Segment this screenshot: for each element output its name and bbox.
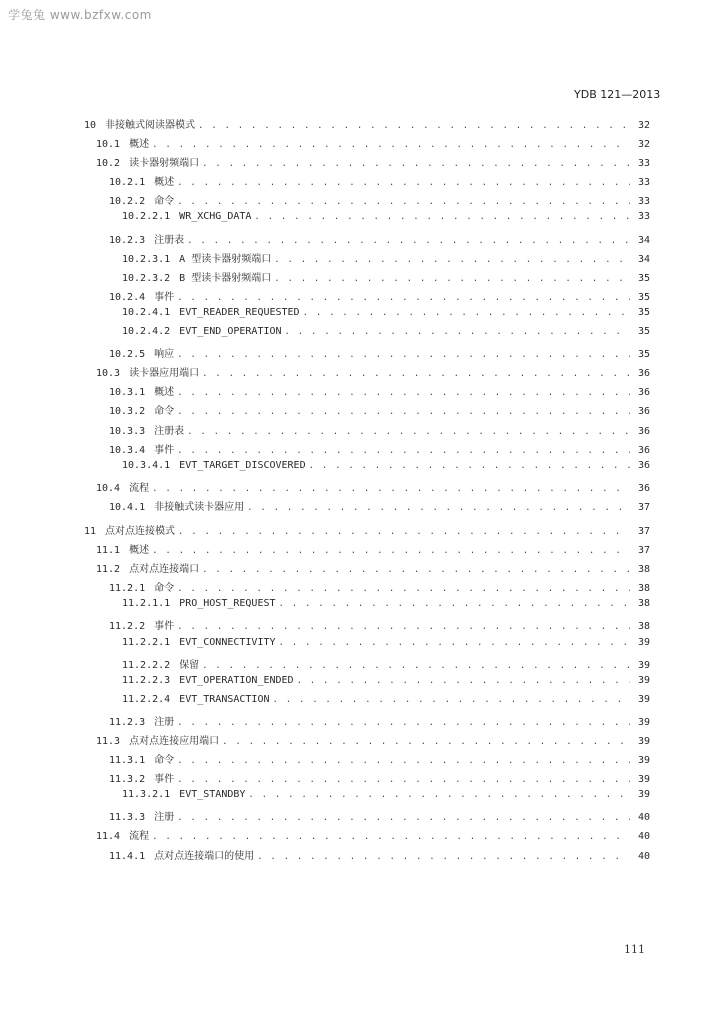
- toc-entry[interactable]: [84, 269, 650, 288]
- toc-entry-page: 32: [637, 120, 650, 131]
- toc-entry-page: 38: [637, 598, 650, 610]
- toc-dot-leader: [177, 293, 630, 303]
- toc-dot-leader: [177, 388, 630, 398]
- toc-entry[interactable]: [84, 675, 650, 694]
- toc-entry-number: 11.2.2: [109, 621, 146, 633]
- toc-entry-title: 事件: [154, 291, 175, 303]
- toc-entry-title: 流程: [129, 482, 150, 494]
- toc-entry[interactable]: [84, 560, 650, 579]
- toc-entry-page: 37: [637, 501, 650, 513]
- toc-dot-leader: [177, 813, 630, 823]
- toc-entry-number: 11.2.1: [109, 583, 146, 595]
- toc-entry-number: 11.2.2.3: [122, 674, 171, 686]
- toc-entry-number: 10.2.4.2: [122, 326, 171, 338]
- toc-entry-page: 39: [637, 636, 650, 648]
- toc-dot-leader: [279, 638, 631, 648]
- toc-dot-leader: [152, 140, 630, 150]
- toc-dot-leader: [198, 121, 630, 131]
- toc-entry[interactable]: [84, 732, 650, 751]
- toc-entry[interactable]: [84, 250, 650, 269]
- toc-dot-leader: [178, 527, 630, 537]
- toc-entry-number: 10.3.4: [109, 444, 146, 456]
- toc-entry-number: 10.2.2: [109, 196, 146, 208]
- toc-dot-leader: [202, 369, 630, 379]
- standard-code-header: YDB 121—2013: [574, 88, 661, 101]
- toc-entry-number: 10.4.1: [109, 501, 146, 513]
- toc-dot-leader: [152, 546, 630, 556]
- toc-entry-page: 38: [637, 621, 650, 633]
- toc-entry-page: 36: [637, 368, 650, 380]
- toc-entry-page: 33: [637, 158, 650, 170]
- toc-entry-title: EVT_END_OPERATION: [179, 326, 282, 338]
- toc-entry-number: 11.2.2.2: [122, 659, 171, 671]
- toc-entry[interactable]: [84, 827, 650, 846]
- toc-dot-leader: [177, 756, 630, 766]
- toc-dot-leader: [177, 622, 630, 632]
- toc-entry-number: 10.4: [96, 482, 121, 494]
- toc-entry-title: 命令: [154, 583, 175, 595]
- toc-entry-number: 11.2.2.1: [122, 636, 171, 648]
- toc-dot-leader: [274, 274, 630, 284]
- toc-dot-leader: [247, 503, 630, 513]
- toc-entry-number: 10.2.4.1: [122, 306, 171, 318]
- toc-dot-leader: [248, 790, 630, 800]
- toc-entry-page: 40: [637, 850, 650, 862]
- toc-entry[interactable]: [84, 326, 650, 345]
- toc-entry-number: 10.2.2.1: [122, 211, 171, 223]
- toc-entry-title: 响应: [154, 349, 175, 361]
- toc-dot-leader: [177, 197, 630, 207]
- toc-dot-leader: [285, 327, 630, 337]
- toc-entry[interactable]: [84, 751, 650, 770]
- toc-entry-number: 11.3.3: [109, 812, 146, 824]
- toc-entry-title: EVT_TARGET_DISCOVERED: [179, 459, 306, 471]
- toc-entry-title: 读卡器射频端口: [129, 158, 200, 170]
- toc-entry[interactable]: [84, 364, 650, 383]
- toc-entry-title: 点对点连接应用端口: [129, 736, 220, 747]
- toc-entry[interactable]: [84, 847, 650, 866]
- toc-entry-number: 10.2: [96, 158, 121, 170]
- toc-dot-leader: [272, 695, 630, 705]
- toc-entry-page: 33: [637, 196, 650, 208]
- toc-entry-number: 10.2.4: [109, 291, 146, 303]
- toc-entry-number: 11.3.1: [109, 755, 146, 767]
- toc-entry-number: 10.2.3.2: [122, 272, 171, 284]
- toc-entry-number: 10.2.3: [109, 234, 146, 246]
- toc-entry-title: 读卡器应用端口: [129, 368, 200, 380]
- toc-entry[interactable]: [84, 579, 650, 598]
- toc-entry[interactable]: [84, 656, 650, 675]
- toc-dot-leader: [177, 178, 630, 188]
- toc-entry-page: 36: [637, 387, 650, 399]
- toc-dot-leader: [187, 427, 630, 437]
- toc-entry-page: 39: [637, 674, 650, 686]
- toc-dot-leader: [254, 212, 630, 222]
- toc-entry[interactable]: [84, 479, 650, 498]
- toc-entry-title: 概述: [154, 387, 175, 399]
- toc-dot-leader: [177, 718, 630, 728]
- toc-dot-leader: [152, 832, 630, 842]
- toc-entry[interactable]: [84, 441, 650, 460]
- toc-entry-title: 命令: [154, 406, 175, 418]
- toc-entry-number: 11.4.1: [109, 850, 146, 862]
- toc-entry-title: PRO_HOST_REQUEST: [179, 598, 276, 610]
- toc-dot-leader: [202, 159, 630, 169]
- toc-entry-page: 35: [637, 272, 650, 284]
- toc-entry-page: 33: [637, 211, 650, 223]
- toc-dot-leader: [187, 236, 630, 246]
- toc-entry[interactable]: [84, 135, 650, 154]
- toc-entry-title: 命令: [154, 755, 175, 767]
- toc-entry[interactable]: [84, 345, 650, 364]
- toc-entry-number: 11.3: [96, 736, 121, 747]
- toc-entry[interactable]: [84, 154, 650, 173]
- toc-entry-page: 36: [637, 482, 650, 494]
- toc-entry[interactable]: [84, 116, 650, 135]
- toc-entry[interactable]: [84, 694, 650, 713]
- toc-entry-page: 35: [637, 349, 650, 361]
- toc-entry-page: 35: [637, 306, 650, 318]
- toc-entry-title: 点对点连接端口: [129, 564, 200, 576]
- toc-entry[interactable]: [84, 713, 650, 732]
- toc-entry-title: 事件: [154, 621, 175, 633]
- toc-entry-title: 点对点连接端口的使用: [154, 850, 255, 862]
- toc-dot-leader: [279, 599, 631, 609]
- toc-entry-page: 39: [637, 736, 650, 747]
- toc-entry[interactable]: [84, 422, 650, 441]
- toc-entry[interactable]: [84, 402, 650, 421]
- toc-entry-page: 39: [637, 659, 650, 671]
- toc-entry[interactable]: [84, 173, 650, 192]
- toc-dot-leader: [202, 565, 630, 575]
- toc-entry-title: 概述: [154, 177, 175, 189]
- toc-entry-title: 命令: [154, 196, 175, 208]
- toc-entry[interactable]: [84, 288, 650, 307]
- toc-entry-number: 10.1: [96, 139, 121, 151]
- toc-dot-leader: [177, 407, 630, 417]
- toc-entry[interactable]: [84, 211, 650, 230]
- toc-entry-title: 注册表: [154, 234, 185, 246]
- watermark-text: 学兔兔 www.bzfxw.com: [8, 8, 152, 22]
- toc-entry[interactable]: [84, 498, 650, 517]
- toc-entry-page: 35: [637, 326, 650, 338]
- toc-dot-leader: [177, 584, 630, 594]
- toc-entry-page: 33: [637, 177, 650, 189]
- toc-entry[interactable]: [84, 808, 650, 827]
- toc-entry-number: 11.4: [96, 831, 121, 843]
- toc-entry-page: 35: [637, 291, 650, 303]
- toc-entry-number: 10.2.3.1: [122, 253, 171, 265]
- toc-entry-title: 注册: [154, 716, 175, 728]
- toc-entry-page: 36: [637, 444, 650, 456]
- toc-entry-page: 37: [637, 525, 650, 537]
- toc-entry-number: 11.2: [96, 564, 121, 576]
- toc-entry[interactable]: [84, 192, 650, 211]
- toc-dot-leader: [177, 775, 630, 785]
- toc-entry-number: 10.3.3: [109, 425, 146, 437]
- toc-dot-leader: [177, 446, 630, 456]
- toc-entry-page: 36: [637, 425, 650, 437]
- toc-entry-number: 11.2.1.1: [122, 598, 171, 610]
- toc-entry-number: 10.3.4.1: [122, 459, 171, 471]
- toc-entry-page: 39: [637, 693, 650, 705]
- toc-entry[interactable]: [84, 770, 650, 789]
- toc-entry-title: 注册: [154, 812, 175, 824]
- toc-entry-title: EVT_CONNECTIVITY: [179, 636, 276, 648]
- toc-entry-number: 10.2.1: [109, 177, 146, 189]
- table-of-contents: [84, 116, 650, 866]
- toc-entry-number: 10.2.5: [109, 349, 146, 361]
- toc-entry-title: 概述: [129, 139, 150, 151]
- toc-entry-page: 34: [637, 253, 650, 265]
- toc-entry[interactable]: [84, 789, 650, 808]
- toc-dot-leader: [257, 852, 630, 862]
- toc-entry-number: 10.3: [96, 368, 121, 380]
- toc-dot-leader: [274, 255, 630, 265]
- toc-entry-page: 39: [637, 789, 650, 801]
- toc-entry-page: 37: [637, 545, 650, 557]
- toc-entry[interactable]: [84, 541, 650, 560]
- toc-dot-leader: [309, 461, 630, 471]
- toc-entry-number: 11.2.3: [109, 716, 146, 728]
- toc-entry[interactable]: [84, 522, 650, 541]
- toc-entry[interactable]: [84, 307, 650, 326]
- toc-entry-title: 非接触式读卡器应用: [154, 501, 245, 513]
- toc-entry-number: 10.3.1: [109, 387, 146, 399]
- toc-entry-page: 39: [637, 755, 650, 767]
- toc-entry-page: 39: [637, 774, 650, 786]
- toc-entry-title: 事件: [154, 774, 175, 786]
- toc-entry-page: 39: [637, 716, 650, 728]
- toc-entry-number: 11.3.2.1: [122, 789, 171, 801]
- toc-entry-title: EVT_STANDBY: [179, 789, 246, 801]
- toc-entry-page: 38: [637, 583, 650, 595]
- toc-entry[interactable]: [84, 383, 650, 402]
- toc-entry[interactable]: [84, 231, 650, 250]
- toc-entry-title: A 型读卡器射频端口: [179, 253, 272, 265]
- toc-dot-leader: [177, 350, 630, 360]
- toc-entry[interactable]: [84, 460, 650, 479]
- toc-entry-title: 保留: [179, 659, 200, 671]
- toc-entry-page: 36: [637, 406, 650, 418]
- toc-entry-title: 事件: [154, 444, 175, 456]
- toc-entry-title: 概述: [129, 545, 150, 557]
- toc-entry-title: WR_XCHG_DATA: [179, 211, 252, 223]
- toc-entry-title: 点对点连接模式: [105, 525, 176, 537]
- toc-dot-leader: [303, 308, 630, 318]
- toc-entry-title: 非接触式阅读器模式: [105, 120, 196, 131]
- toc-entry-number: 11.2.2.4: [122, 693, 171, 705]
- toc-entry-number: 11.1: [96, 545, 121, 557]
- toc-entry-number: 11: [84, 525, 97, 537]
- toc-entry-page: 38: [637, 564, 650, 576]
- toc-dot-leader: [222, 737, 630, 747]
- toc-entry[interactable]: [84, 617, 650, 636]
- toc-dot-leader: [297, 676, 630, 686]
- page-number: 111: [624, 943, 645, 956]
- toc-entry-page: 34: [637, 234, 650, 246]
- toc-entry-title: 流程: [129, 831, 150, 843]
- toc-entry-page: 40: [637, 812, 650, 824]
- toc-entry-page: 32: [637, 139, 650, 151]
- toc-entry[interactable]: [84, 598, 650, 617]
- toc-entry-title: EVT_OPERATION_ENDED: [179, 674, 294, 686]
- toc-entry-number: 11.3.2: [109, 774, 146, 786]
- toc-dot-leader: [152, 484, 630, 494]
- toc-dot-leader: [202, 661, 630, 671]
- toc-entry[interactable]: [84, 637, 650, 656]
- toc-entry-title: 注册表: [154, 425, 185, 437]
- toc-entry-number: 10: [84, 120, 97, 131]
- toc-entry-title: EVT_READER_REQUESTED: [179, 306, 300, 318]
- toc-entry-title: EVT_TRANSACTION: [179, 693, 270, 705]
- toc-entry-title: B 型读卡器射频端口: [179, 272, 272, 284]
- toc-entry-page: 40: [637, 831, 650, 843]
- toc-entry-page: 36: [637, 459, 650, 471]
- toc-entry-number: 10.3.2: [109, 406, 146, 418]
